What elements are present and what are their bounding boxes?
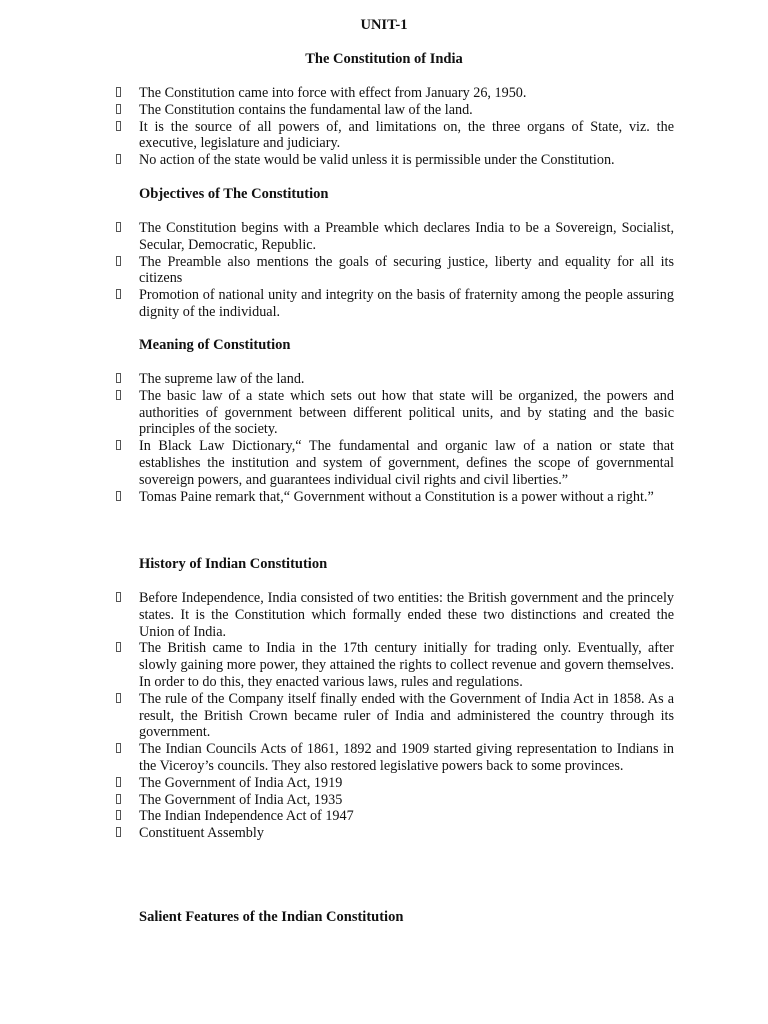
unit-title: UNIT-1 [360,17,408,33]
bullet-icon [116,810,121,820]
bullet-icon [116,440,121,450]
bullet-icon [116,289,121,299]
list-item: The Constitution came into force with effect from January 26, 1950. [0,85,674,102]
objectives-heading: Objectives of The Constitution [139,186,329,202]
list-item: The basic law of a state which sets out how that state will be organized, the powers and authorities of government between different political units, and by stating and the basic principles of the society. [0,388,674,438]
list-item: Constituent Assembly [0,825,674,842]
bullet-icon [116,87,121,97]
list-item: The Constitution begins with a Preamble which declares India to be a Sovereign, Socialist, Secular, Democratic, Republic. [0,220,674,254]
list-item: Tomas Paine remark that,“ Government without a Constitution is a power without a right.” [0,489,674,506]
intro-list [0,85,768,169]
bullet-icon [116,794,121,804]
bullet-icon [116,827,121,837]
list-item: Before Independence, India consisted of two entities: the British government and the princely states. It is the Constitution which formally ended these two distinctions and created the Union of India. [0,590,674,640]
history-heading: History of Indian Constitution [139,556,328,572]
page-title: The Constitution of India [305,51,463,67]
list-item: Promotion of national unity and integrity on the basis of fraternity among the people assuring dignity of the individual. [0,287,674,321]
bullet-icon [116,222,121,232]
list-item: In Black Law Dictionary,“ The fundamental and organic law of a nation or state that establishes the institution and system of government, defines the scope of governmental sovereign powers, and guarantees individual civil rights and civil liberties.” [0,438,674,488]
list-item: The rule of the Company itself finally ended with the Government of India Act in 1858. As a result, the British Crown became ruler of India and administered the country through its government. [0,691,674,741]
objectives-list [0,220,768,321]
meaning-list [0,371,768,505]
list-item: The British came to India in the 17th century initially for trading only. Eventually, after slowly gaining more power, they attained the rights to collect revenue and govern themselves. In order to do this, they enacted various laws, rules and regulations. [0,640,674,690]
list-item: The supreme law of the land. [0,371,674,388]
history-list [0,590,768,842]
list-item: The Preamble also mentions the goals of securing justice, liberty and equality for all its citizens [0,254,674,288]
bullet-icon [116,104,121,114]
meaning-heading: Meaning of Constitution [139,337,291,353]
bullet-icon [116,491,121,501]
bullet-icon [116,743,121,753]
salient-features-heading: Salient Features of the Indian Constitution [139,909,404,925]
bullet-icon [116,256,121,266]
bullet-icon [116,642,121,652]
bullet-icon [116,592,121,602]
bullet-icon [116,373,121,383]
bullet-icon [116,390,121,400]
list-item: It is the source of all powers of, and limitations on, the three organs of State, viz. the executive, legislature and judiciary. [0,119,674,153]
list-item: The Government of India Act, 1935 [0,792,674,809]
list-item: The Indian Councils Acts of 1861, 1892 and 1909 started giving representation to Indians in the Viceroy’s councils. They also restored legislative powers back to some provinces. [0,741,674,775]
list-item: The Constitution contains the fundamental law of the land. [0,102,674,119]
bullet-icon [116,777,121,787]
bullet-icon [116,121,121,131]
list-item: The Indian Independence Act of 1947 [0,808,674,825]
bullet-icon [116,154,121,164]
bullet-icon [116,693,121,703]
list-item: The Government of India Act, 1919 [0,775,674,792]
list-item: No action of the state would be valid unless it is permissible under the Constitution. [0,152,674,169]
